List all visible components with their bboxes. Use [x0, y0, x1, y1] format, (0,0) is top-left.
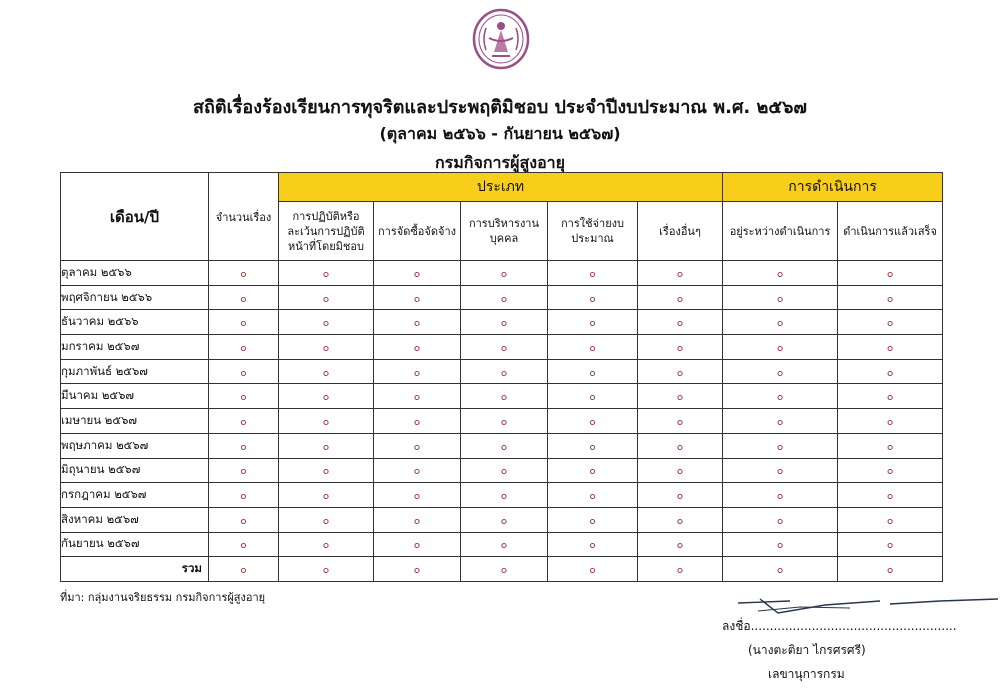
value-cell: ๐ — [838, 384, 943, 409]
table-row — [61, 433, 943, 458]
value-cell: ๐ — [638, 409, 723, 434]
value-cell: ๐ — [638, 557, 723, 582]
value-cell: ๐ — [638, 532, 723, 557]
count-column-header: จำนวนเรื่อง — [209, 173, 279, 261]
value-cell: ๐ — [638, 285, 723, 310]
type-column-header: การปฏิบัติหรือละเว้นการปฏิบัติหน้าที่โดยมิชอบ — [279, 202, 374, 261]
value-cell: ๐ — [279, 433, 374, 458]
document-title: สถิติเรื่องร้องเรียนการทุจริตและประพฤติมิชอบ ประจำปีงบประมาณ พ.ศ. ๒๕๖๗ — [193, 97, 807, 118]
value-cell: ๐ — [723, 557, 838, 582]
month-cell: กันยายน ๒๕๖๗ — [61, 532, 209, 557]
value-cell: ๐ — [374, 384, 461, 409]
month-cell: มีนาคม ๒๕๖๗ — [61, 384, 209, 409]
value-cell: ๐ — [209, 532, 279, 557]
value-cell: ๐ — [838, 310, 943, 335]
value-cell: ๐ — [723, 384, 838, 409]
value-cell: ๐ — [461, 458, 548, 483]
month-cell: พฤศจิกายน ๒๕๖๖ — [61, 285, 209, 310]
table-row — [61, 409, 943, 434]
value-cell: ๐ — [209, 409, 279, 434]
value-cell: ๐ — [548, 483, 638, 508]
value-cell: ๐ — [374, 483, 461, 508]
value-cell: ๐ — [279, 507, 374, 532]
month-cell: เมษายน ๒๕๖๗ — [61, 409, 209, 434]
month-column-header: เดือน/ปี — [61, 173, 209, 261]
value-cell: ๐ — [723, 458, 838, 483]
type-group-header: ประเภท — [279, 173, 723, 202]
value-cell: ๐ — [461, 310, 548, 335]
value-cell: ๐ — [374, 261, 461, 286]
value-cell: ๐ — [209, 335, 279, 360]
value-cell: ๐ — [374, 433, 461, 458]
value-cell: ๐ — [723, 310, 838, 335]
table-body — [61, 261, 943, 582]
action-column-header: อยู่ระหว่างดำเนินการ — [723, 202, 838, 261]
value-cell: ๐ — [838, 507, 943, 532]
signature-label: ลงชื่อ — [722, 619, 751, 633]
value-cell: ๐ — [638, 335, 723, 360]
value-cell: ๐ — [279, 384, 374, 409]
action-group-header: การดำเนินการ — [723, 173, 943, 202]
value-cell: ๐ — [374, 285, 461, 310]
value-cell: ๐ — [374, 557, 461, 582]
value-cell: ๐ — [279, 409, 374, 434]
value-cell: ๐ — [209, 310, 279, 335]
value-cell: ๐ — [638, 384, 723, 409]
month-cell: กุมภาพันธ์ ๒๕๖๗ — [61, 359, 209, 384]
type-column-header: เรื่องอื่นๆ — [638, 202, 723, 261]
value-cell: ๐ — [461, 507, 548, 532]
type-column-header: การบริหารงานบุคคล — [461, 202, 548, 261]
value-cell: ๐ — [548, 507, 638, 532]
month-cell: มกราคม ๒๕๖๗ — [61, 335, 209, 360]
value-cell: ๐ — [374, 532, 461, 557]
value-cell: ๐ — [548, 433, 638, 458]
value-cell: ๐ — [279, 483, 374, 508]
value-cell: ๐ — [638, 359, 723, 384]
value-cell: ๐ — [374, 507, 461, 532]
value-cell: ๐ — [209, 285, 279, 310]
value-cell: ๐ — [461, 285, 548, 310]
signature-dots: ...................................................... — [750, 619, 957, 633]
value-cell: ๐ — [279, 557, 374, 582]
value-cell: ๐ — [374, 458, 461, 483]
value-cell: ๐ — [723, 285, 838, 310]
table-row — [61, 261, 943, 286]
value-cell: ๐ — [838, 458, 943, 483]
value-cell: ๐ — [461, 335, 548, 360]
value-cell: ๐ — [723, 359, 838, 384]
value-cell: ๐ — [548, 359, 638, 384]
value-cell: ๐ — [838, 285, 943, 310]
table-row — [61, 310, 943, 335]
value-cell: ๐ — [723, 409, 838, 434]
signature-block — [700, 595, 1000, 690]
department-seal-icon — [472, 8, 530, 70]
value-cell: ๐ — [461, 384, 548, 409]
complaint-statistics-table — [60, 172, 943, 582]
total-row — [61, 557, 943, 582]
signature-line — [722, 617, 957, 636]
table-row — [61, 483, 943, 508]
value-cell: ๐ — [838, 532, 943, 557]
value-cell: ๐ — [209, 507, 279, 532]
value-cell: ๐ — [723, 261, 838, 286]
document-period: (ตุลาคม ๒๕๖๖ - กันยายน ๒๕๖๗) — [379, 124, 621, 143]
value-cell: ๐ — [838, 483, 943, 508]
value-cell: ๐ — [548, 261, 638, 286]
value-cell: ๐ — [638, 458, 723, 483]
value-cell: ๐ — [461, 409, 548, 434]
department-name: กรมกิจการผู้สูงอายุ — [434, 153, 566, 172]
value-cell: ๐ — [838, 433, 943, 458]
value-cell: ๐ — [838, 359, 943, 384]
value-cell: ๐ — [638, 483, 723, 508]
value-cell: ๐ — [548, 409, 638, 434]
type-column-header: การใช้จ่ายงบประมาณ — [548, 202, 638, 261]
table-row — [61, 335, 943, 360]
value-cell: ๐ — [548, 557, 638, 582]
value-cell: ๐ — [548, 532, 638, 557]
table-row — [61, 384, 943, 409]
signer-position: เลขานุการกรม — [768, 667, 845, 681]
table-row — [61, 507, 943, 532]
action-column-header: ดำเนินการแล้วเสร็จ — [838, 202, 943, 261]
value-cell: ๐ — [723, 483, 838, 508]
value-cell: ๐ — [279, 310, 374, 335]
value-cell: ๐ — [548, 310, 638, 335]
value-cell: ๐ — [548, 384, 638, 409]
data-source-note: ที่มา: กลุ่มงานจริยธรรม กรมกิจการผู้สูงอายุ — [60, 591, 266, 604]
value-cell: ๐ — [723, 507, 838, 532]
value-cell: ๐ — [461, 532, 548, 557]
value-cell: ๐ — [374, 310, 461, 335]
month-cell: รวม — [61, 557, 209, 582]
value-cell: ๐ — [638, 433, 723, 458]
month-cell: สิงหาคม ๒๕๖๗ — [61, 507, 209, 532]
value-cell: ๐ — [723, 335, 838, 360]
value-cell: ๐ — [838, 409, 943, 434]
value-cell: ๐ — [461, 433, 548, 458]
type-column-header: การจัดซื้อจัดจ้าง — [374, 202, 461, 261]
value-cell: ๐ — [723, 433, 838, 458]
table-row — [61, 458, 943, 483]
value-cell: ๐ — [461, 261, 548, 286]
value-cell: ๐ — [209, 261, 279, 286]
value-cell: ๐ — [461, 359, 548, 384]
table-row — [61, 532, 943, 557]
value-cell: ๐ — [638, 310, 723, 335]
month-cell: กรกฎาคม ๒๕๖๗ — [61, 483, 209, 508]
value-cell: ๐ — [723, 532, 838, 557]
value-cell: ๐ — [279, 285, 374, 310]
value-cell: ๐ — [279, 532, 374, 557]
value-cell: ๐ — [279, 359, 374, 384]
month-cell: ตุลาคม ๒๕๖๖ — [61, 261, 209, 286]
value-cell: ๐ — [548, 458, 638, 483]
month-cell: ธันวาคม ๒๕๖๖ — [61, 310, 209, 335]
value-cell: ๐ — [374, 359, 461, 384]
value-cell: ๐ — [461, 557, 548, 582]
value-cell: ๐ — [374, 409, 461, 434]
value-cell: ๐ — [374, 335, 461, 360]
value-cell: ๐ — [209, 483, 279, 508]
signer-name: (นางตะติยา ไกรศรศรี) — [748, 643, 866, 657]
table-row — [61, 285, 943, 310]
month-cell: มิถุนายน ๒๕๖๗ — [61, 458, 209, 483]
value-cell: ๐ — [638, 507, 723, 532]
value-cell: ๐ — [209, 458, 279, 483]
value-cell: ๐ — [209, 433, 279, 458]
table-row — [61, 359, 943, 384]
value-cell: ๐ — [279, 458, 374, 483]
value-cell: ๐ — [461, 483, 548, 508]
value-cell: ๐ — [209, 557, 279, 582]
month-cell: พฤษภาคม ๒๕๖๗ — [61, 433, 209, 458]
value-cell: ๐ — [838, 261, 943, 286]
value-cell: ๐ — [279, 261, 374, 286]
value-cell: ๐ — [548, 285, 638, 310]
value-cell: ๐ — [279, 335, 374, 360]
value-cell: ๐ — [838, 557, 943, 582]
value-cell: ๐ — [209, 359, 279, 384]
value-cell: ๐ — [209, 384, 279, 409]
value-cell: ๐ — [638, 261, 723, 286]
value-cell: ๐ — [838, 335, 943, 360]
value-cell: ๐ — [548, 335, 638, 360]
